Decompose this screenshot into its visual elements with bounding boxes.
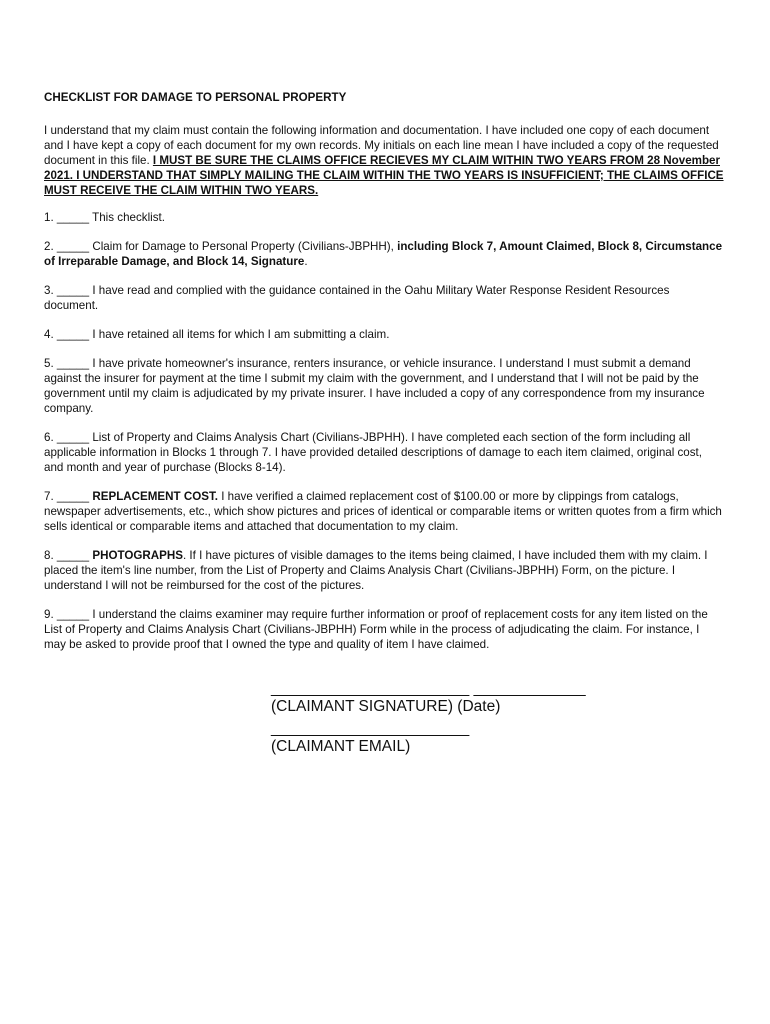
intro-paragraph (44, 123, 724, 198)
item-prefix: 3. _____ (44, 284, 93, 297)
item-bold-text: including Block 7, Amount Claimed, Block 8, Circumstance of Irreparable Damage, and Block 14, Signature (44, 240, 723, 268)
item-prefix: 1. _____ (44, 211, 93, 224)
item-prefix: 9. _____ (44, 608, 93, 621)
signature-date-line[interactable]: _______________________ _____________ (271, 680, 586, 697)
item-prefix: 7. _____ (44, 490, 93, 503)
item-prefix: 5. _____ (44, 357, 93, 370)
checklist-item-5 (44, 356, 724, 416)
checklist-item-3 (44, 283, 724, 313)
item-tail: . (304, 255, 308, 268)
item-prefix: 6. _____ (44, 431, 93, 444)
email-line[interactable]: _______________________ (271, 720, 470, 737)
item-prefix: 8. _____ (44, 549, 93, 562)
item-text: I have retained all items for which I am submitting a claim. (92, 328, 390, 341)
item-text: This checklist. (92, 211, 165, 224)
item-bold-text: PHOTOGRAPHS (92, 549, 183, 562)
document-title: CHECKLIST FOR DAMAGE TO PERSONAL PROPERTY (44, 91, 347, 104)
item-text: . If I have pictures of visible damages to the items being claimed, I have included them with my claim. I placed the item's line number, from the List of Property and Claims Analysis Chart (Civilians-JBPHH) Form, on the picture. I understand I will not be reimbursed for the cost of the pictures. (44, 549, 708, 592)
email-label: (CLAIMANT EMAIL) (271, 738, 411, 755)
item-text: Claim for Damage to Personal Property (Civilians-JBPHH), (92, 240, 398, 253)
intro-text: I understand that my claim must contain the following information and documentation. I have included one copy of each document and I have kept a copy of each document for my own records. My initials on each line mean I have included a copy of the requested document in this file. (44, 124, 719, 167)
checklist-document (44, 90, 724, 666)
checklist-item-6 (44, 430, 724, 475)
checklist-item-2 (44, 239, 724, 269)
item-text: List of Property and Claims Analysis Chart (Civilians-JBPHH). I have completed each section of the form including all applicable information in Blocks 1 through 7. I have provided detailed descriptions of damage to each item claimed, original cost, and month and year of purchase (Blocks 8-14). (44, 431, 702, 474)
item-prefix: 2. _____ (44, 240, 93, 253)
item-text: I have read and complied with the guidance contained in the Oahu Military Water Response Resident Resources document. (44, 284, 670, 312)
checklist-item-8 (44, 548, 724, 593)
item-bold-text: REPLACEMENT COST. (92, 490, 218, 503)
checklist-item-1 (44, 210, 724, 225)
item-text: I understand the claims examiner may require further information or proof of replacement costs for any item listed on the List of Property and Claims Analysis Chart (Civilians-JBPHH) Form while in the process of adjudicating the claim. For instance, I may be asked to provide proof that I owned the type and quality of item I have claimed. (44, 608, 708, 651)
item-prefix: 4. _____ (44, 328, 93, 341)
signature-date-label: (CLAIMANT SIGNATURE) (Date) (271, 698, 501, 715)
checklist-item-4 (44, 327, 724, 342)
item-text: I have private homeowner's insurance, renters insurance, or vehicle insurance. I understand I must submit a demand against the insurer for payment at the time I submit my claim with the government, and I understand that I will not be paid by the government until my claim is adjudicated by my private insurer. I have included a copy of any correspondence from my insurance company. (44, 357, 705, 415)
signature-block (271, 680, 586, 760)
checklist-item-9 (44, 607, 724, 652)
checklist-item-7 (44, 489, 724, 534)
item-text: I have verified a claimed replacement cost of $100.00 or more by clippings from catalogs, newspaper advertisements, etc., which show pictures and prices of identical or comparable items or written quotes from a firm which sells identical or comparable items and attached that documentation to my claim. (44, 490, 722, 533)
deadline-warning: I MUST BE SURE THE CLAIMS OFFICE RECIEVES MY CLAIM WITHIN TWO YEARS FROM 28 November 2021. I UNDERSTAND THAT SIMPLY MAILING THE CLAIM WITHIN THE TWO YEARS IS INSUFFICIENT; THE CLAIMS OFFICE MUST RECEIVE THE CLAIM WITHIN TWO YEARS. (44, 154, 724, 197)
